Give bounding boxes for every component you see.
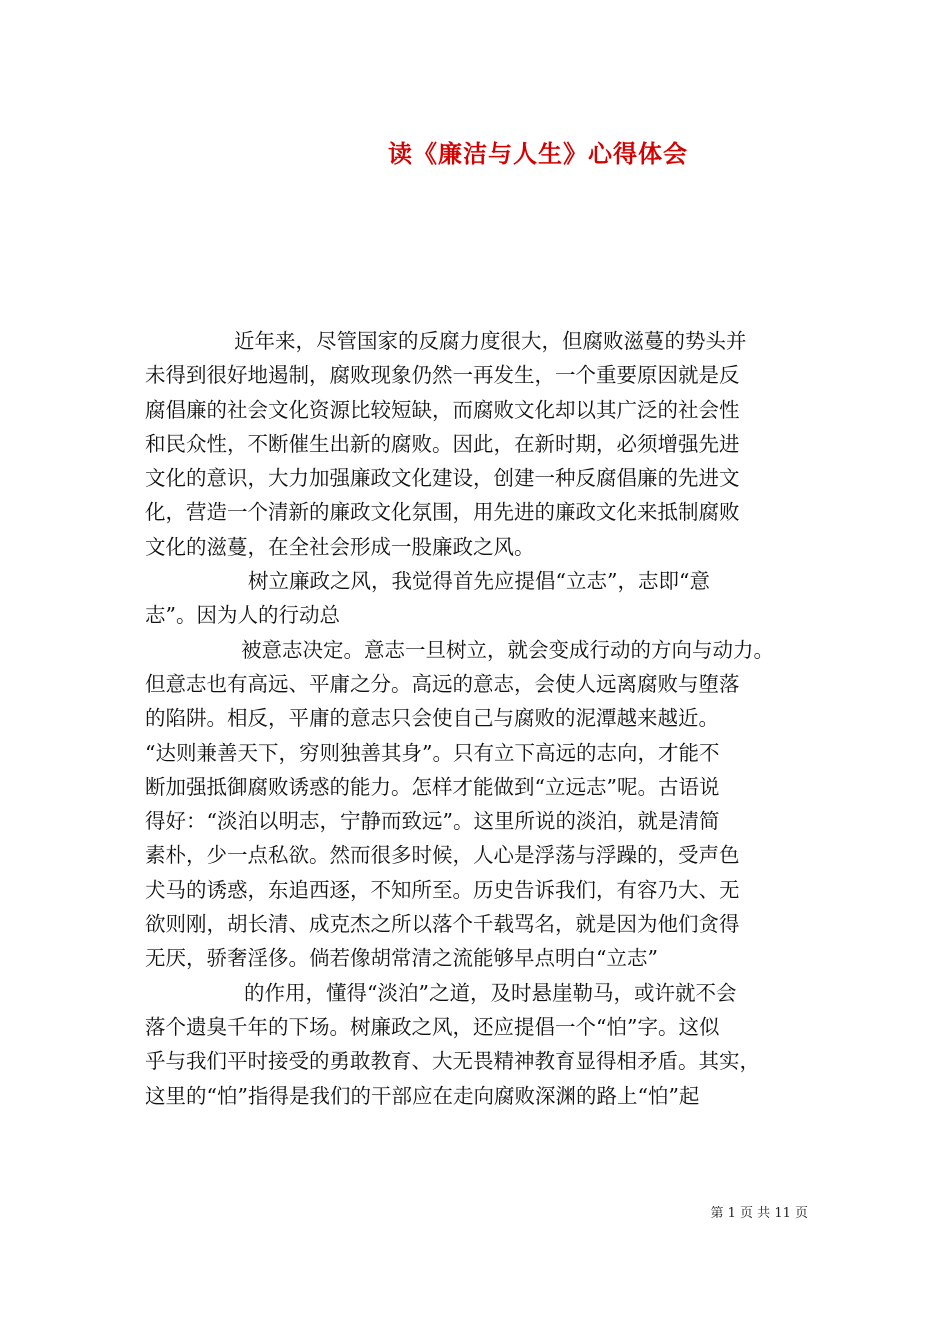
body-line: 无厌，骄奢淫侈。倘若像胡常清之流能够早点明白“立志” [145, 946, 658, 971]
document-title: 读《廉洁与人生》心得体会 [388, 139, 688, 168]
body-line: 文化的意识，大力加强廉政文化建设，创建一种反腐倡廉的先进文 [145, 466, 740, 491]
body-line: 化，营造一个清新的廉政文化氛围，用先进的廉政文化来抵制腐败 [145, 500, 740, 525]
body-line: 但意志也有高远、平庸之分。高远的意志，会使人远离腐败与堕落 [145, 671, 740, 696]
body-line: 犬马的诱惑，东追西逐，不知所至。历史告诉我们，有容乃大、无 [145, 877, 740, 902]
body-line: 未得到很好地遏制，腐败现象仍然一再发生，一个重要原因就是反 [145, 363, 740, 388]
body-line: 的作用，懂得“淡泊”之道，及时悬崖勒马，或许就不会 [244, 980, 737, 1005]
body-line: 这里的“怕”指得是我们的干部应在走向腐败深渊的路上“怕”起 [145, 1083, 700, 1108]
document-body [145, 324, 825, 1113]
body-line: 志”。因为人的行动总 [145, 603, 340, 628]
body-line: 断加强抵御腐败诱惑的能力。怎样才能做到“立远志”呢。古语说 [145, 774, 720, 799]
body-line: 乎与我们平时接受的勇敢教育、大无畏精神教育显得相矛盾。其实， [145, 1049, 760, 1074]
body-line: “达则兼善天下，穷则独善其身”。只有立下高远的志向，才能不 [145, 740, 720, 765]
body-line: 文化的滋蔓，在全社会形成一股廉政之风。 [145, 534, 535, 559]
body-line: 和民众性，不断催生出新的腐败。因此，在新时期，必须增强先进 [145, 431, 740, 456]
body-line: 树立廉政之风，我觉得首先应提倡“立志”，志即“意 [248, 569, 710, 594]
page-number: 第 1 页 共 11 页 [710, 1206, 808, 1221]
body-line: 落个遗臭千年的下场。树廉政之风，还应提倡一个“怕”字。这似 [145, 1014, 720, 1039]
body-line: 被意志决定。意志一旦树立，就会变成行动的方向与动力。 [241, 637, 774, 662]
body-line: 得好：“淡泊以明志，宁静而致远”。这里所说的淡泊，就是清简 [145, 809, 720, 834]
body-line: 腐倡廉的社会文化资源比较短缺，而腐败文化却以其广泛的社会性 [145, 397, 740, 422]
body-line: 的陷阱。相反，平庸的意志只会使自己与腐败的泥潭越来越近。 [145, 706, 719, 731]
body-line: 素朴，少一点私欲。然而很多时候，人心是浮荡与浮躁的，受声色 [145, 843, 740, 868]
body-line: 近年来，尽管国家的反腐力度很大，但腐败滋蔓的势头并 [234, 329, 747, 353]
body-line: 欲则刚，胡长清、成克杰之所以落个千载骂名，就是因为他们贪得 [145, 912, 740, 937]
